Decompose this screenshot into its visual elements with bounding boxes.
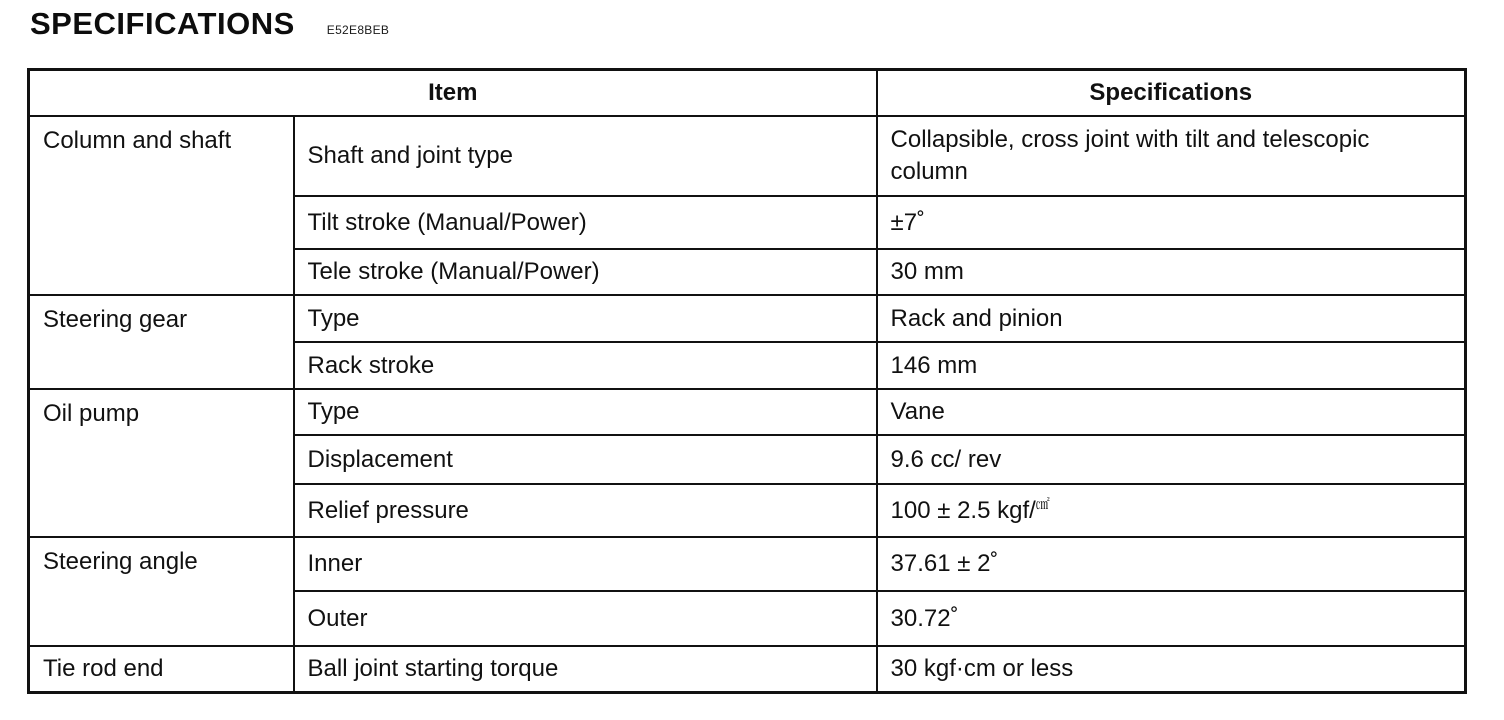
spec-value: 100 ± 2.5 kgf/ [890,496,1036,524]
group-label-steering-angle: Steering angle [29,537,294,646]
table-header-row [29,70,1466,117]
column-header-specifications: Specifications [877,70,1466,117]
column-header-item: Item [29,70,877,117]
spec-cell: Vane [877,389,1466,435]
item-cell: Ball joint starting torque [294,646,877,692]
spec-cell: 9.6 cc/ rev [877,435,1466,484]
group-label-column-and-shaft: Column and shaft [29,116,294,295]
group-label-tie-rod-end: Tie rod end [29,646,294,692]
item-cell: Type [294,295,877,342]
table-row [29,116,1466,196]
spec-unit: ㎠ [1035,495,1050,512]
item-cell: Rack stroke [294,342,877,389]
page-title: SPECIFICATIONS [30,6,295,41]
item-cell: Type [294,389,877,435]
spec-cell [877,484,1466,537]
spec-cell: 37.61 ± 2˚ [877,537,1466,591]
group-label-oil-pump: Oil pump [29,389,294,537]
table-row [29,389,1466,435]
item-cell: Outer [294,591,877,646]
item-cell: Tilt stroke (Manual/Power) [294,196,877,249]
table-row [29,295,1466,342]
item-cell: Shaft and joint type [294,116,877,196]
table-row [29,537,1466,591]
page-heading [30,6,389,42]
item-cell: Tele stroke (Manual/Power) [294,249,877,295]
spec-cell: 30 kgf·cm or less [877,646,1466,692]
spec-cell: 30 mm [877,249,1466,295]
group-label-steering-gear: Steering gear [29,295,294,389]
document-code: E52E8BEB [326,23,390,37]
specifications-table [27,68,1467,694]
spec-cell: Collapsible, cross joint with tilt and telescopic column [877,116,1466,196]
spec-cell: 146 mm [877,342,1466,389]
spec-cell: 30.72˚ [877,591,1466,646]
item-cell: Displacement [294,435,877,484]
table-row [29,646,1466,692]
item-cell: Inner [294,537,877,591]
spec-cell: ±7˚ [877,196,1466,249]
spec-cell: Rack and pinion [877,295,1466,342]
item-cell: Relief pressure [294,484,877,537]
